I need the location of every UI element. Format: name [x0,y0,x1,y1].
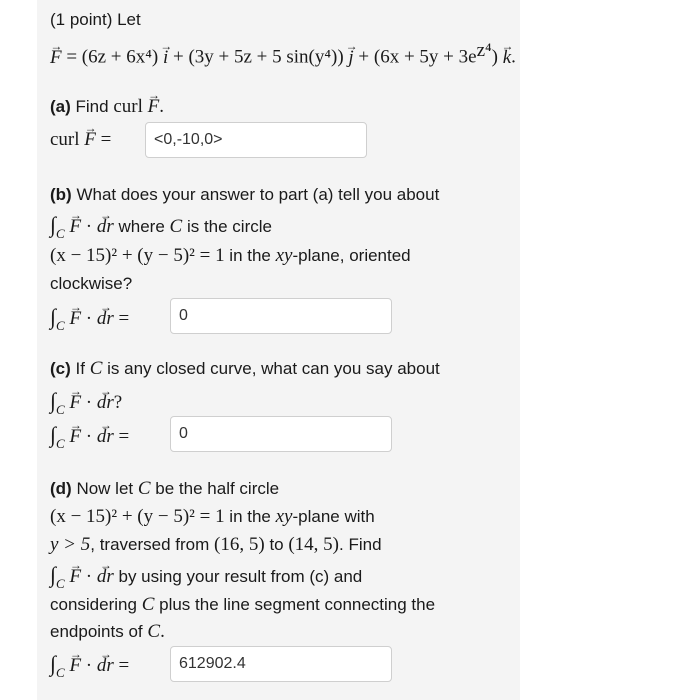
k-component-close: ) [491,46,498,68]
vector-dr: → dr [97,655,114,677]
vector-F: → F [84,129,96,151]
part-d-answer-field[interactable]: 612902.4 [170,646,392,682]
start-point: (16, 5) [214,534,265,555]
curve-C: C [169,216,183,237]
curve-C: C [137,478,151,499]
dot-operator: · [85,426,93,447]
part-b-clockwise-line [50,273,132,295]
condition: y > 5 [50,534,91,555]
in-the-text: in the [229,246,271,265]
circle-equation: (x − 15)² + (y − 5)² = 1 [50,506,225,527]
xy-symbol: xy [275,245,293,266]
part-d-endpoints-line [50,621,165,643]
part-b-label: (b) [50,185,72,204]
circle-equation: (x − 15)² + (y − 5)² = 1 [50,245,225,266]
dot-operator: · [85,308,93,329]
part-d-text: be the half circle [155,479,280,498]
considering-text: considering [50,595,137,614]
curve-C: C [141,594,155,615]
part-d-considering-line [50,594,435,616]
vector-dr: → dr [97,426,114,448]
integral-subscript: C [56,226,65,241]
part-c-integral-line [50,390,122,415]
integral-subscript: C [56,402,65,417]
vector-F: → F [69,392,81,414]
part-d-equation [50,653,129,678]
endpoints-text: endpoints of [50,622,143,641]
part-c-answer-field[interactable]: 0 [170,416,392,452]
curl-word: curl [113,96,143,117]
integral-sign: ∫ [50,388,57,413]
unit-i: → i [163,47,168,69]
j-component: (3y + 5z + 5 sin(y⁴)) [188,46,344,68]
question-mark: ? [113,392,123,413]
part-a-label: (a) [50,97,71,116]
integral-sign: ∫ [50,562,57,587]
part-c-equation [50,424,129,449]
part-a-text: Find [75,97,109,116]
find-text: . Find [339,535,382,554]
integral-subscript: C [56,576,65,591]
plane-text: -plane, oriented [292,246,411,265]
clockwise-text: clockwise? [50,274,133,293]
equals-sign: = [118,655,130,676]
xy-symbol: xy [275,506,293,527]
unit-j: → j [348,47,353,69]
traversed-text: , traversed from [90,535,210,554]
i-component: (6z + 6x⁴) [81,46,159,68]
vector-dr: → dr [97,392,114,414]
part-b-circle-line [50,245,411,267]
dot-operator: · [85,216,93,237]
part-d-text: Now let [76,479,134,498]
vector-F: → F [69,216,81,238]
part-d-integral-line [50,564,362,589]
integral-sign: ∫ [50,651,57,676]
vector-F: → F [69,426,81,448]
equals-sign: = [118,308,130,329]
dot-operator: · [85,655,93,676]
part-a-answer-field[interactable]: <0,-10,0> [145,122,367,158]
in-the-text: in the [229,507,271,526]
part-b-answer-field[interactable]: 0 [170,298,392,334]
vector-dr: → dr [97,216,114,238]
to-text: to [269,535,284,554]
dot-operator: · [85,566,93,587]
integral-subscript: C [56,665,65,680]
by-using-text: by using your result from (c) and [118,567,363,586]
unit-k: → k [503,47,511,69]
period: . [160,621,165,642]
integral-sign: ∫ [50,212,57,237]
integral-subscript: C [56,318,65,333]
curve-C: C [147,621,161,642]
part-b-text: What does your answer to part (a) tell you about [76,185,440,204]
period: . [159,96,164,117]
vector-F: → F [50,47,62,69]
part-b-prompt [50,184,439,206]
part-c-prompt [50,358,440,380]
line-segment-text: plus the line segment connecting the [159,595,436,614]
where-text: where [118,217,165,236]
integral-subscript: C [56,436,65,451]
field-definition [50,40,516,69]
period: . [511,46,516,68]
integral-sign: ∫ [50,304,57,329]
plus-sign: + [172,46,184,68]
k-exponent: z⁴ [476,40,492,61]
part-d-circle-line [50,506,375,528]
plus-sign: + [358,46,370,68]
part-c-text: If [75,359,85,378]
circle-text: is the circle [186,217,272,236]
part-d-prompt [50,478,279,500]
problem-header [50,9,141,31]
k-component: (6x + 5y + 3e [373,46,477,68]
equals-sign: = [66,46,78,68]
vector-F: → F [148,96,160,118]
end-point: (14, 5) [288,534,340,555]
part-a-prompt [50,96,164,118]
part-a-equation [50,129,111,151]
vector-dr: → dr [97,308,114,330]
plane-text: -plane with [292,507,375,526]
part-c-label: (c) [50,359,71,378]
equals-sign: = [118,426,130,447]
part-c-text: is any closed curve, what can you say about [107,359,440,378]
integral-sign: ∫ [50,422,57,447]
curl-word: curl [50,129,80,150]
part-b-integral-line [50,214,272,239]
dot-operator: · [85,392,93,413]
vector-F: → F [69,655,81,677]
curve-C: C [89,358,103,379]
points-label: (1 point) Let [50,10,141,29]
part-d-label: (d) [50,479,72,498]
vector-dr: → dr [97,566,114,588]
part-b-equation [50,306,129,331]
vector-F: → F [69,308,81,330]
equals-sign: = [100,129,112,150]
part-d-traversal-line [50,534,382,556]
vector-F: → F [69,566,81,588]
